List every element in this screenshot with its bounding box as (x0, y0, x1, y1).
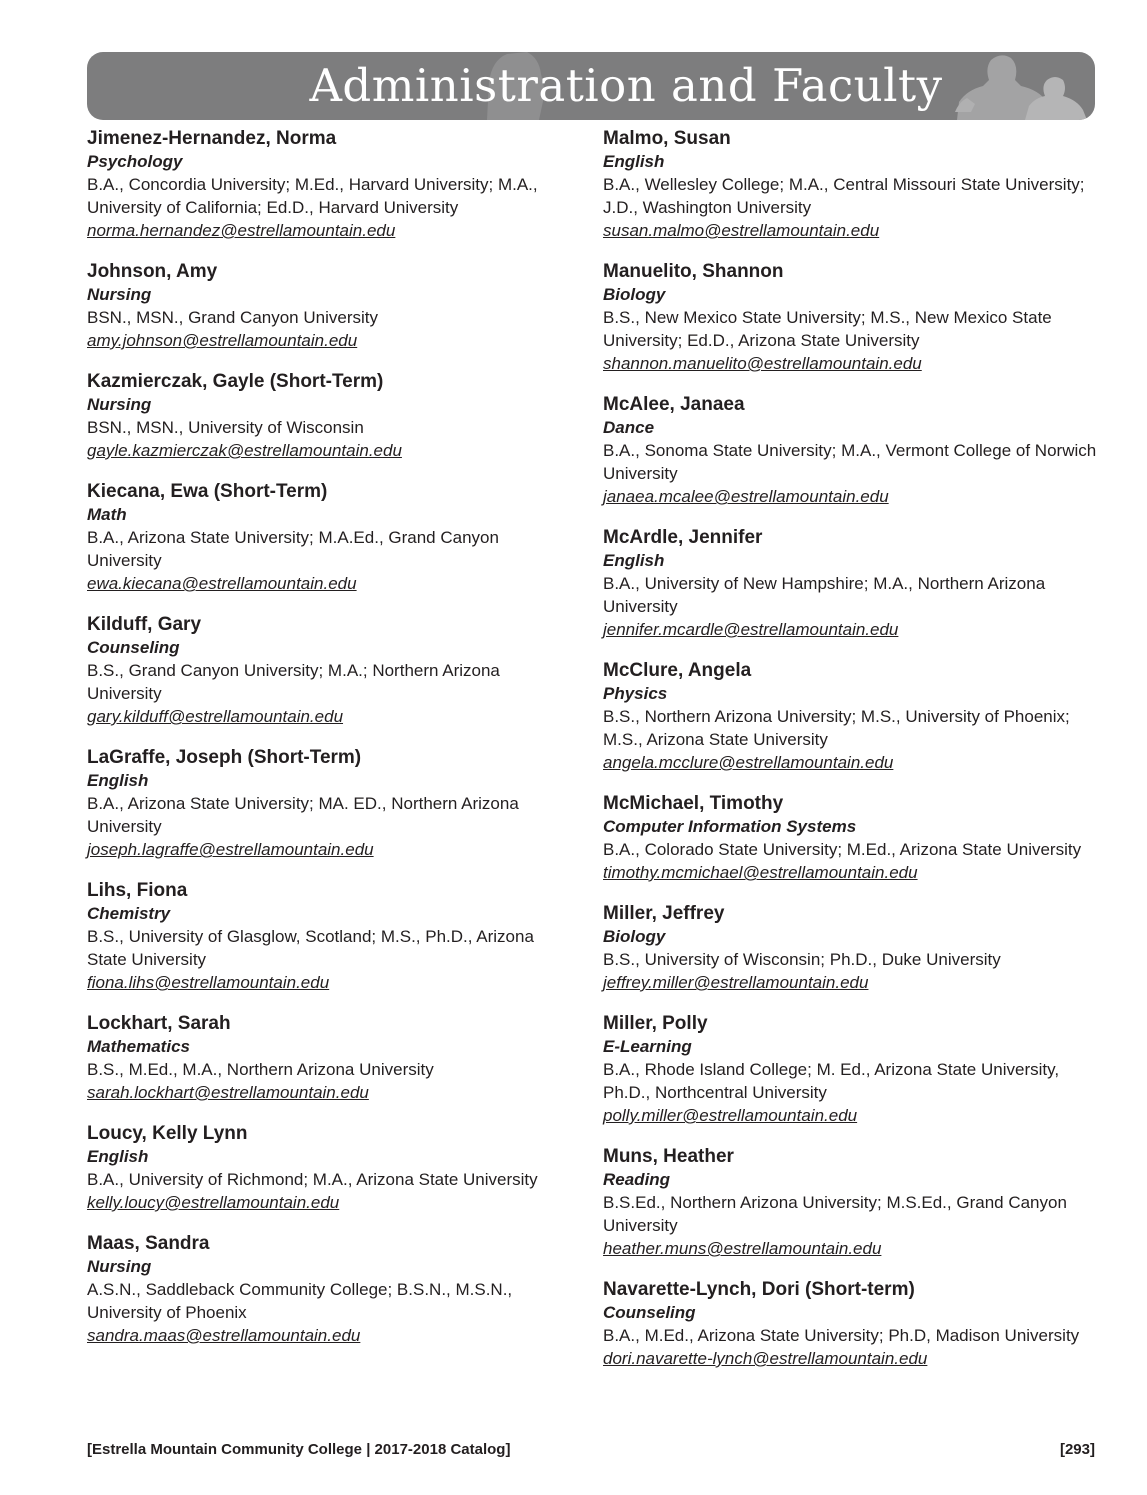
faculty-column-left (87, 127, 567, 1365)
faculty-entry (603, 902, 1103, 994)
faculty-email-link[interactable]: dori.navarette-lynch@estrellamountain.edu (603, 1349, 928, 1368)
page-number: [293] (1059, 1441, 1095, 1458)
faculty-degrees: B.A., Sonoma State University; M.A., Vermont College of Norwich University (603, 441, 1097, 483)
faculty-department: Dance (603, 418, 655, 437)
faculty-email-link[interactable]: joseph.lagraffe@estrellamountain.edu (87, 840, 374, 859)
faculty-name: Loucy, Kelly Lynn (87, 1123, 248, 1144)
faculty-degrees: B.A., Arizona State University; M.A.Ed., Grand Canyon University (87, 528, 499, 570)
faculty-email-link[interactable]: ewa.kiecana@estrellamountain.edu (87, 574, 357, 593)
faculty-degrees: B.A., Rhode Island College; M. Ed., Arizona State University, Ph.D., Northcentral University (603, 1060, 1060, 1102)
faculty-email-link[interactable]: janaea.mcalee@estrellamountain.edu (603, 487, 889, 506)
faculty-department: Mathematics (87, 1037, 190, 1056)
faculty-name: Malmo, Susan (603, 128, 731, 149)
faculty-name: Lockhart, Sarah (87, 1013, 231, 1034)
faculty-name: Manuelito, Shannon (603, 261, 784, 282)
faculty-name: Kilduff, Gary (87, 614, 202, 635)
page-title: Administration and Faculty (309, 59, 943, 112)
faculty-email-link[interactable]: heather.muns@estrellamountain.edu (603, 1239, 882, 1258)
faculty-email-link[interactable]: sarah.lockhart@estrellamountain.edu (87, 1083, 369, 1102)
faculty-department: Nursing (87, 1257, 152, 1276)
faculty-entry (603, 792, 1103, 884)
faculty-department: English (87, 1147, 149, 1166)
faculty-degrees: B.S., M.Ed., M.A., Northern Arizona University (87, 1060, 434, 1079)
faculty-name: LaGraffe, Joseph (Short-Term) (87, 747, 362, 768)
faculty-name: Miller, Polly (603, 1013, 708, 1034)
faculty-entry (87, 127, 567, 242)
faculty-entry (87, 613, 567, 728)
faculty-name: Maas, Sandra (87, 1233, 210, 1254)
faculty-degrees: BSN., MSN., Grand Canyon University (87, 308, 378, 327)
faculty-degrees: B.S., Northern Arizona University; M.S., University of Phoenix; M.S., Arizona State University (603, 707, 1070, 749)
faculty-degrees: B.A., Colorado State University; M.Ed., Arizona State University (603, 840, 1082, 859)
faculty-degrees: B.A., Concordia University; M.Ed., Harvard University; M.A., University of California; Ed.D., Harvard University (87, 175, 538, 217)
faculty-name: Miller, Jeffrey (603, 903, 725, 924)
faculty-name: Jimenez-Hernandez, Norma (87, 128, 337, 149)
faculty-email-link[interactable]: jennifer.mcardle@estrellamountain.edu (603, 620, 899, 639)
faculty-degrees: B.S.Ed., Northern Arizona University; M.S.Ed., Grand Canyon University (603, 1193, 1067, 1235)
faculty-email-link[interactable]: norma.hernandez@estrellamountain.edu (87, 221, 396, 240)
faculty-entry (603, 659, 1103, 774)
faculty-email-link[interactable]: shannon.manuelito@estrellamountain.edu (603, 354, 922, 373)
faculty-email-link[interactable]: timothy.mcmichael@estrellamountain.edu (603, 863, 918, 882)
faculty-name: Kazmierczak, Gayle (Short-Term) (87, 371, 384, 392)
faculty-department: Biology (603, 927, 666, 946)
faculty-department: Nursing (87, 395, 152, 414)
faculty-email-link[interactable]: amy.johnson@estrellamountain.edu (87, 331, 358, 350)
faculty-department: Math (87, 505, 127, 524)
faculty-department: E-Learning (603, 1037, 692, 1056)
faculty-department: Physics (603, 684, 668, 703)
faculty-degrees: B.S., New Mexico State University; M.S., New Mexico State University; Ed.D., Arizona State University (603, 308, 1052, 350)
faculty-degrees: B.A., M.Ed., Arizona State University; Ph.D, Madison University (603, 1326, 1080, 1345)
faculty-email-link[interactable]: jeffrey.miller@estrellamountain.edu (603, 973, 869, 992)
faculty-entry (87, 746, 567, 861)
page-header-banner (87, 52, 1095, 120)
faculty-entry (87, 1012, 567, 1104)
faculty-entry (87, 260, 567, 352)
faculty-department: Nursing (87, 285, 152, 304)
faculty-entry (603, 260, 1103, 375)
faculty-degrees: B.A., University of New Hampshire; M.A., Northern Arizona University (603, 574, 1046, 616)
faculty-entry (603, 526, 1103, 641)
faculty-column-right (603, 127, 1103, 1388)
faculty-entry (87, 370, 567, 462)
faculty-department: Chemistry (87, 904, 171, 923)
faculty-email-link[interactable]: kelly.loucy@estrellamountain.edu (87, 1193, 340, 1212)
faculty-degrees: B.A., Arizona State University; MA. ED., Northern Arizona University (87, 794, 519, 836)
faculty-degrees: BSN., MSN., University of Wisconsin (87, 418, 364, 437)
faculty-department: Biology (603, 285, 666, 304)
faculty-name: Navarette-Lynch, Dori (Short-term) (603, 1279, 915, 1300)
faculty-entry (603, 127, 1103, 242)
faculty-degrees: B.A., Wellesley College; M.A., Central Missouri State University; J.D., Washington University (603, 175, 1085, 217)
faculty-department: Counseling (603, 1303, 696, 1322)
faculty-name: McArdle, Jennifer (603, 527, 763, 548)
faculty-department: Counseling (87, 638, 180, 657)
faculty-email-link[interactable]: gayle.kazmierczak@estrellamountain.edu (87, 441, 402, 460)
faculty-email-link[interactable]: fiona.lihs@estrellamountain.edu (87, 973, 330, 992)
faculty-department: Psychology (87, 152, 183, 171)
faculty-degrees: B.A., University of Richmond; M.A., Arizona State University (87, 1170, 538, 1189)
faculty-name: McClure, Angela (603, 660, 752, 681)
faculty-entry (87, 1122, 567, 1214)
catalog-label: [Estrella Mountain Community College | 2017-2018 Catalog] (87, 1441, 511, 1458)
faculty-entry (603, 393, 1103, 508)
faculty-department: English (603, 152, 665, 171)
faculty-entry (87, 480, 567, 595)
faculty-name: McAlee, Janaea (603, 394, 745, 415)
faculty-degrees: B.S., University of Glasglow, Scotland; M.S., Ph.D., Arizona State University (87, 927, 534, 969)
faculty-email-link[interactable]: gary.kilduff@estrellamountain.edu (87, 707, 344, 726)
faculty-entry (87, 1232, 567, 1347)
faculty-name: McMichael, Timothy (603, 793, 784, 814)
faculty-email-link[interactable]: polly.miller@estrellamountain.edu (603, 1106, 858, 1125)
faculty-entry (603, 1278, 1103, 1370)
faculty-entry (603, 1012, 1103, 1127)
faculty-degrees: B.S., Grand Canyon University; M.A.; Northern Arizona University (87, 661, 500, 703)
faculty-email-link[interactable]: angela.mcclure@estrellamountain.edu (603, 753, 894, 772)
faculty-entry (87, 879, 567, 994)
faculty-name: Muns, Heather (603, 1146, 734, 1167)
faculty-degrees: B.S., University of Wisconsin; Ph.D., Duke University (603, 950, 1001, 969)
faculty-name: Kiecana, Ewa (Short-Term) (87, 481, 328, 502)
faculty-name: Johnson, Amy (87, 261, 218, 282)
faculty-degrees: A.S.N., Saddleback Community College; B.S.N., M.S.N., University of Phoenix (87, 1280, 513, 1322)
faculty-department: Computer Information Systems (603, 817, 857, 836)
faculty-department: Reading (603, 1170, 671, 1189)
faculty-department: English (603, 551, 665, 570)
faculty-email-link[interactable]: sandra.maas@estrellamountain.edu (87, 1326, 361, 1345)
faculty-department: English (87, 771, 149, 790)
faculty-email-link[interactable]: susan.malmo@estrellamountain.edu (603, 221, 880, 240)
faculty-entry (603, 1145, 1103, 1260)
faculty-name: Lihs, Fiona (87, 880, 188, 901)
